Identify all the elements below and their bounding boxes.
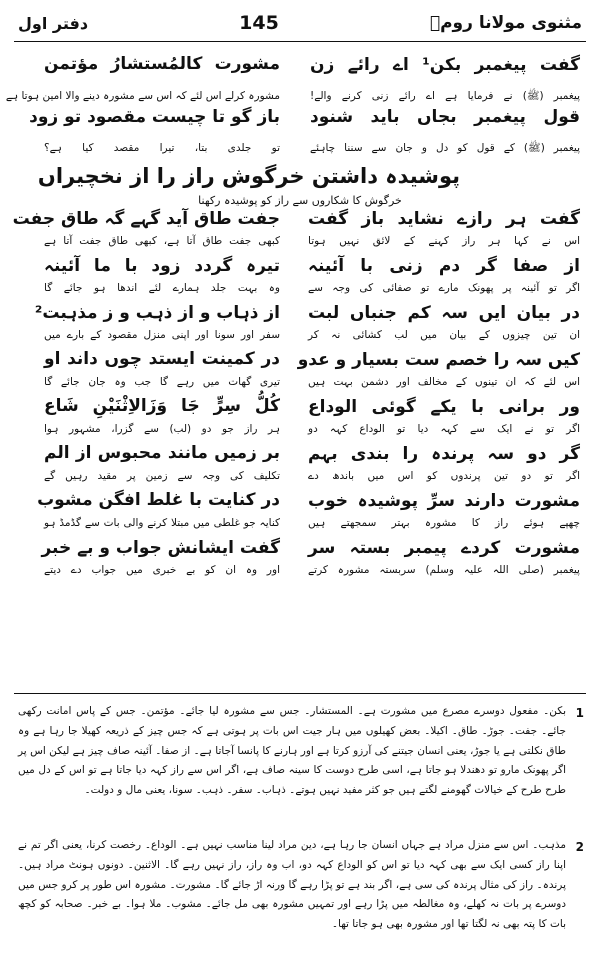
footnote-text: مذہب۔ اس سے منزل مراد ہے جہاں انسان جا رہا ہے، دین مراد لینا مناسب نہیں ہے۔ الوداع۔ رخصت کرنا، یعنی اگر تم نے اپنا راز کسی ایک سے بھی کہہ دیا تو اس کو الوداع کہہ دو، اب وہ راز، راز نہیں رہے گا۔ الاثنین۔ دونوں ہونٹ مراد ہیں۔ پرندہ۔ راز کی مثال پرندہ کی سی ہے، اگر بند ہے تو پڑا رہے گا ورنہ اڑ جائے گا۔ مشورت۔ مشورہ اس طور پر کرو جس میں دوسرے پر بات نہ کھلے، وہ مغالطہ میں پڑا رہے اور تمہیں مشورہ بھی مل جائے۔ مشوب۔ ملا ہوا۔ بے خبر۔ صحابہ کو کچھ بات کا پتہ بھی نہ لگتا تھا اور مشورہ بھی ہو جاتا تھا۔ [18, 839, 566, 931]
verse-right: گر دو سہ پرندہ را بندی بہم [308, 444, 580, 464]
verse-right: ور برانی با یکے گوئی الوداع [308, 397, 580, 417]
verse-right: کیں سہ را خصم ست بسیار و عدو [297, 350, 580, 370]
footnote-text: بکن۔ مفعول دوسرے مصرع میں مشورت ہے۔ المستشار۔ جس سے مشورہ لیا جائے۔ مؤتمن۔ جس کے پاس امانت رکھی جائے۔ جفت۔ جوڑ۔ طاق۔ اکیلا۔ بعض کھیلوں میں ہار جیت اس بات پر ہوتی ہے کہ جس چیز کے ذریعہ کھیلا جا رہا ہے وہ طاق نکلتی ہے یا جوڑ، یعنی انسان جیتنے کی آرزو کرتا ہے اور ہارنے کا پانسا آجاتا ہے۔ از صفا۔ آئینہ صاف چیز ہے لیکن اس پر اگر پھونک مارو تو دھندلا ہو جاتا ہے، اسی طرح دوست کا سینہ صاف ہے، اگر اس سے راز کہہ دیا جاتا ہے تو اس کے دل میں طرح طرح کے خیالات گھومنے لگتے ہیں جو کثر مفید نہیں ہوتے۔ ذہاب۔ سفر۔ ذہب۔ سونا، یعنی مال و دولت۔ [18, 705, 566, 797]
header-rule [14, 41, 586, 42]
page-header [18, 6, 582, 40]
translation-right: اگر تو نے ایک سے کہہ دیا تو الوداع کہہ دو [308, 423, 580, 435]
verse-left: در کمینت ایستد چوں داند او [44, 349, 280, 369]
section-subheading: خرگوش کا شکاروں سے راز کو پوشیدہ رکھنا [198, 194, 402, 207]
verse-left: بر زمیں مانند محبوس از الم [44, 443, 280, 463]
translation-left: تیری گھات میں رہے گا جب وہ جان جائے گا [44, 376, 280, 388]
footnote-number: 2 [575, 840, 584, 854]
translation-right: پیغمبر (ﷺ) کے قول کو دل و جان سے سننا چاہئے [310, 142, 580, 154]
verse-right: گفت پیغمبر بکن¹ اے رائے زن [310, 55, 580, 75]
translation-left: مشورہ کرلے اس لئے کہ اس سے مشورہ دینے والا امین ہوتا ہے [5, 90, 280, 102]
translation-left: تو جلدی بتا، تیرا مقصد کیا ہے؟ [44, 142, 280, 154]
translation-right: پیغمبر (ﷺ) نے فرمایا ہے اے رائے زنی کرنے والے! [310, 90, 580, 102]
book-title: مثنوی مولانا رومؒ [429, 13, 582, 33]
translation-right: اگر تو آئینہ پر پھونک مارے تو صفائی کی وجہ سے [308, 282, 580, 294]
volume-label: دفتر اول [18, 13, 89, 33]
verse-right: از صفا گر دم زنی با آئینہ [308, 256, 580, 276]
verse-left: در کنایت با غلط افگن مشوب [37, 490, 280, 510]
verse-left: گفت ایشانش جواب و بے خبر [41, 538, 280, 558]
verse-right: مشورت دارند سرِّ پوشیدہ خوب [308, 491, 580, 511]
verse-right: مشورت کردے پیمبر بستہ سر [308, 538, 580, 558]
translation-left: اور وہ ان کو بے خبری میں جواب دے دیتے [44, 564, 280, 576]
verse-left: مشورت کالمُستشارُ مؤتمن [44, 54, 280, 74]
translation-right: چھپے ہوئے راز کا مشورہ بہتر سمجھتے ہیں [308, 517, 580, 529]
section-heading: پوشیدہ داشتن خرگوش راز را از نخچیراں [37, 164, 460, 188]
verse-left: کُلُّ سِرٍّ جَا وَزَالاِثْنَیْنِ شَاع [44, 396, 280, 416]
translation-right: ان تین چیزوں کے بیان میں لب کشائی نہ کر [308, 329, 580, 341]
translation-left: کبھی جفت طاق آتا ہے، کبھی طاق جفت آتا ہے [44, 235, 280, 247]
verse-right: قول پیغمبر بجاں باید شنود [310, 107, 580, 127]
verse-left: تیرہ گردد زود با ما آئینہ [44, 256, 280, 276]
translation-right: پیغمبر (صلی اللہ علیہ وسلم) سربستہ مشورہ کرتے [308, 564, 580, 576]
translation-left: ہر راز جو دو (لب) سے گزرا، مشہور ہوا [44, 423, 280, 435]
footnote-rule [14, 693, 586, 694]
verse-left: جفت طاق آید گہے گہ طاق جفت [12, 209, 280, 229]
verse-left: باز گو تا چیست مقصود تو زود [29, 107, 280, 127]
translation-left: تکلیف کی وجہ سے زمین پر مقید رہیں گے [44, 470, 280, 482]
translation-right: اگر تو دو تین پرندوں کو اس میں باندھ دے [308, 470, 580, 482]
footnote-number: 1 [575, 706, 584, 720]
verse-right: در بیان ایں سہ کم جنباں لبت [308, 303, 580, 323]
translation-left: وہ بہت جلد ہمارے لئے اندھا ہو جائے گا [44, 282, 280, 294]
translation-left: سفر اور سونا اور اپنی منزل مقصود کے بارے میں [44, 329, 280, 341]
verse-left: از ذہاب و از ذہب و ز مذہبت² [34, 303, 280, 323]
translation-right: اس نے کہا ہر راز کہنے کے لائق نہیں ہوتا [308, 235, 580, 247]
translation-left: کنایہ جو غلطی میں مبتلا کرنے والی بات سے گڈمڈ ہو [44, 517, 280, 529]
page-number: 145 [239, 12, 279, 34]
verse-right: گفت ہر رازے نشاید باز گفت [308, 209, 580, 229]
translation-right: اس لئے کہ ان تینوں کے مخالف اور دشمن بہت ہیں [308, 376, 580, 388]
